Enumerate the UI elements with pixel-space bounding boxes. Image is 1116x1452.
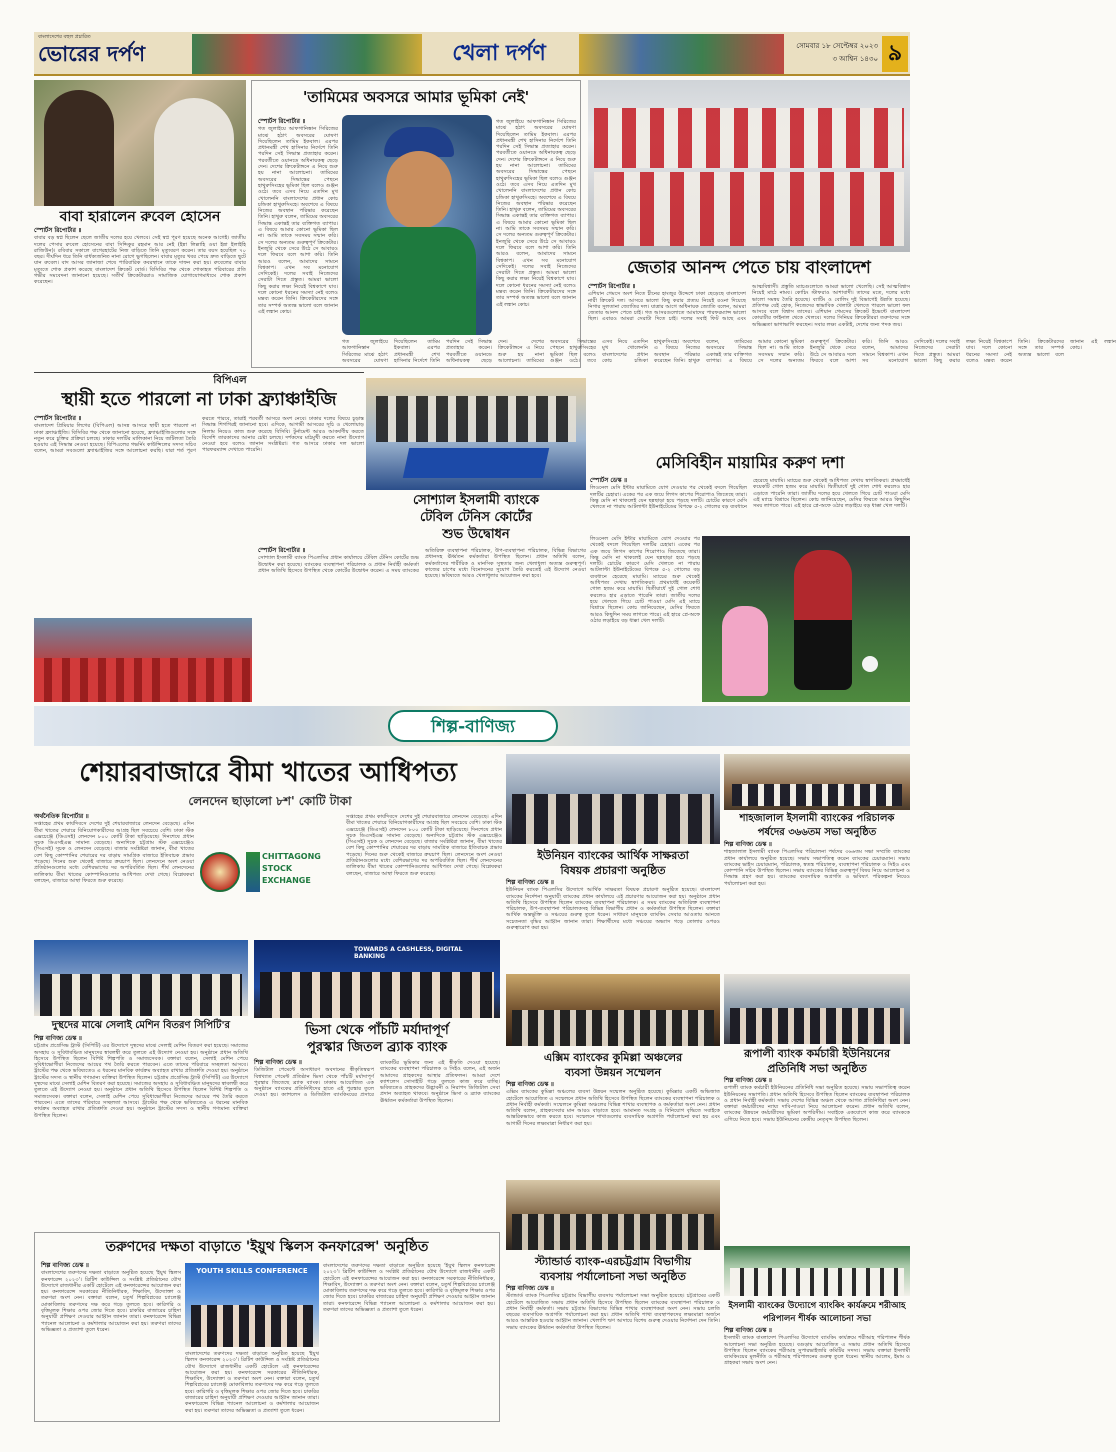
miami-match-photo [702,536,910,702]
shahjalal-text: শাহজালাল ইসলামী ব্যাংক পিএলসির পরিচালনা পর্ষদের ৩৬৬তম সভা সম্প্রতি ব্যাংকের প্রধান কার্যালয়ে অনুষ্ঠিত হয়েছে। সভায় সভাপতিত্ব করেন ব্যাংকের চেয়ারম্যান। সভায় ব্যাংকের ভাইস চেয়ারম্যান, পরিচালক, স্বতন্ত্র পরিচালক, ব্যবস্থাপনা পরিচালক ও সিইও এবং কোম্পানি সচিব উপস্থিত ছিলেন। সভায় ব্যাংকের বিভিন্ন গুরুত্বপূর্ণ বিষয় নিয়ে আলোচনা ও সিদ্ধান্ত গ্রহণ করা হয়। ব্যাংকের ব্যবসায়িক অগ্রগতি ও ভবিষ্যৎ পরিকল্পনা নিয়েও পর্যালোচনা করা হয়। [724,849,910,887]
brac-award-photo [254,940,500,1018]
stock-body-right [346,814,502,938]
union-text: ইউনিয়ন ব্যাংক পিএলসির উদ্যোগে আর্থিক সাক্ষরতা বিষয়ক প্রচারণা অনুষ্ঠিত হয়েছে। বাংলাদেশ ব্যাংকের নির্দেশনা অনুযায়ী ব্যাংকের প্রধান কার্যালয়ে এই প্রচারণার আয়োজন করা হয়। অনুষ্ঠানে প্রধান অতিথি হিসেবে উপস্থিত ছিলেন ব্যাংকের ব্যবস্থাপনা পরিচালক। এ সময় ব্যাংকের অতিরিক্ত ব্যবস্থাপনা পরিচালক, উপ-ব্যবস্থাপনা পরিচালকসহ বিভিন্ন বিভাগীয় প্রধান ও কর্মকর্তারা উপস্থিত ছিলেন। বক্তারা আর্থিক অন্তর্ভুক্তি ও সঞ্চয়ের গুরুত্ব তুলে ধরেন। সাধারণ মানুষকে ব্যাংকিং সেবার আওতায় আনতে সচেতনতা বৃদ্ধির আহ্বান জানান তারা। শিক্ষার্থীদের মধ্যে সঞ্চয়ের অভ্যাস গড়ে তোলার ওপরও গুরুত্বারোপ করা হয়। [506,887,720,932]
youth-text-2: বাংলাদেশের তরুণদের দক্ষতা বাড়াতে অনুষ্ঠিত হয়েছে 'ইয়ুথ স্কিলস কনফারেন্স ২০২৩'। ব্রিটিশ কাউন্সিল ও সংশ্লিষ্ট প্রতিষ্ঠানের যৌথ উদ্যোগে রাজধানীর একটি হোটেলে এই কনফারেন্সের আয়োজন করা হয়। কনফারেন্সে সরকারের নীতিনির্ধারক, শিক্ষাবিদ, উদ্যোক্তা ও তরুণরা অংশ নেন। বক্তারা বলেন, চতুর্থ শিল্পবিপ্লবের চ্যালেঞ্জ মোকাবিলায় তরুণদের দক্ষ করে গড়ে তুলতে হবে। কারিগরি ও বৃত্তিমূলক শিক্ষার ওপর জোর দিতে হবে। চাকরির বাজারের চাহিদা অনুযায়ী প্রশিক্ষণ দেওয়ার আহ্বান জানান তারা। কনফারেন্সে বিভিন্ন প্যানেল আলোচনা ও কর্মশালার আয়োজন করা হয়। তরুণরা তাদের অভিজ্ঞতা ও প্রত্যাশা তুলে ধরেন। [185,1351,319,1414]
shirt [360,227,476,335]
tamim-text-2: গত জুলাইয়ে আফগানিস্তান সিরিজের মাঝে হঠাৎ অবসরের ঘোষণা দিয়েছিলেন তামিম ইকবাল। এরপর প্রধানমন্ত্রী শেখ হাসিনার নির্দেশে তিনি পরদিন সেই সিদ্ধান্ত প্রত্যাহার করেন। পরবর্তীতে ওয়ানডে অধিনায়কত্ব ছেড়ে দেন। দেশের ক্রিকেটাঙ্গনে এ নিয়ে শুরু হয় নানা আলোচনা। তামিমের অবসরের সিদ্ধান্তের পেছনে হাথুরুসিংহের ভূমিকা ছিল বলেও গুঞ্জন ওঠে। তবে এসব নিয়ে এতদিন মুখ খোলেননি বাংলাদেশের প্রধান কোচ চন্ডিকা হাথুরুসিংহে। অবশেষে এ বিষয়ে নিজের অবস্থান পরিষ্কার করেছেন তিনি। হাথুরু বলেন, তামিমের অবসরের সিদ্ধান্ত একান্তই তার ব্যক্তিগত ব্যাপার। এ বিষয়ে আমার কোনো ভূমিকা ছিল না। আমি তাকে সবসময় সম্মান করি। সে দলের অন্যতম গুরুত্বপূর্ণ ক্রিকেটার। ইনজুরি থেকে সেরে উঠে সে আবারও দলে ফিরবে বলে আশা করি। তিনি আরও বলেন, আমাদের সামনে বিশ্বকাপ। এখন সব মনোযোগ সেদিকেই। দলের সবাই নিজেদের সেরাটা দিতে প্রস্তুত। আমরা ভালো কিছু করার লক্ষ্য নিয়েই বিশ্বকাপে যাব। দলে কোনো ধরনের সমস্যা নেই বলেও মন্তব্য করেন তিনি। ক্রিকেটারদের সঙ্গে তার সম্পর্ক অত্যন্ত ভালো বলে জানান এই লঙ্কান কোচ। [496,119,576,308]
rubel-figure [44,90,114,206]
father-figure [154,98,234,206]
ctg-text-2: চট্টগ্রাম প্রগ্রেসিভ ট্রাস্ট (সিপিটি) এর উদ্যোগে দুস্থদের মাঝে সেলাই মেশিন বিতরণ করা হয়েছে। সমাজের অসহায় ও সুবিধাবঞ্চিত মানুষদের স্বাবলম্বী করে তুলতে এই উদ্যোগ নেওয়া হয়। অনুষ্ঠানে প্রধান অতিথি হিসেবে উপস্থিত ছিলেন বিশিষ্ট শিল্পপতি ও সমাজসেবক। বক্তারা বলেন, সেলাই মেশিন পেয়ে সুবিধাভোগীরা নিজেদের আয়ের পথ তৈরি করতে পারবেন। এতে তাদের পরিবারে সচ্ছলতা আসবে। ট্রাস্টের পক্ষ থেকে ভবিষ্যতেও এ ধরনের মানবিক কার্যক্রম অব্যাহত রাখার প্রতিশ্রুতি দেওয়া হয়। অনুষ্ঠানে ট্রাস্টের সদস্য ও স্থানীয় গণ্যমান্য ব্যক্তিরা উপস্থিত ছিলেন। [34,1074,248,1119]
board-table [732,784,902,806]
dse-logo [200,852,240,892]
islami-headline-1: ইসলামী ব্যাংকের উদ্যোগে ব্যাংকিং কার্যক্রমে শরীআহ [728,1301,906,1311]
tt-body [258,548,586,702]
miami-body-left [590,536,700,702]
stock-text-2: সপ্তাহের প্রথম কার্যদিবসে দেশের দুই শেয়ারবাজারে লেনদেন বেড়েছে। এদিন বীমা খাতের শেয়ারে বিনিয়োগকারীদের আগ্রহ ছিল সবচেয়ে বেশি। ঢাকা স্টক এক্সচেঞ্জে (ডিএসই) লেনদেন ৮০০ কোটি টাকা ছাড়িয়েছে। দিনশেষে প্রধান সূচক ডিএসইএক্স সামান্য বেড়েছে। অন্যদিকে চট্টগ্রাম স্টক এক্সচেঞ্জেও (সিএসই) সূচক ও লেনদেন বেড়েছে। বাজার সংশ্লিষ্টরা জানান, বীমা খাতের বেশ কিছু কোম্পানির শেয়ারের দর বাড়ায় সামগ্রিক বাজারে ইতিবাচক প্রভাব পড়েছে। দিনের শুরু থেকেই বাজারে ক্রয়চাপ ছিল। লেনদেনে অংশ নেওয়া প্রতিষ্ঠানগুলোর মধ্যে বেশিরভাগের দর অপরিবর্তিত ছিল। শীর্ষ লেনদেনের তালিকায় বীমা খাতের কোম্পানিগুলোর আধিপত্য দেখা গেছে। বিশ্লেষকরা বলছেন, বাজারে আস্থা ফিরতে শুরু করেছে। [346,814,502,877]
bpl-kicker: বিপিএল [213,375,247,386]
rupali-headline-2: প্রতিনিধি সভা অনুষ্ঠিত [767,1062,867,1075]
women-body [588,284,910,384]
union-body [506,880,720,970]
exim-conference-photo [506,974,720,1046]
tamim-text-1: গত জুলাইয়ে আফগানিস্তান সিরিজের মাঝে হঠাৎ অবসরের ঘোষণা দিয়েছিলেন তামিম ইকবাল। এরপর প্রধানমন্ত্রী শেখ হাসিনার নির্দেশে তিনি পরদিন সেই সিদ্ধান্ত প্রত্যাহার করেন। পরবর্তীতে ওয়ানডে অধিনায়কত্ব ছেড়ে দেন। দেশের ক্রিকেটাঙ্গনে এ নিয়ে শুরু হয় নানা আলোচনা। তামিমের অবসরের সিদ্ধান্তের পেছনে হাথুরুসিংহের ভূমিকা ছিল বলেও গুঞ্জন ওঠে। তবে এসব নিয়ে এতদিন মুখ খোলেননি বাংলাদেশের প্রধান কোচ চন্ডিকা হাথুরুসিংহে। অবশেষে এ বিষয়ে নিজের অবস্থান পরিষ্কার করেছেন তিনি। হাথুরু বলেন, তামিমের অবসরের সিদ্ধান্ত একান্তই তার ব্যক্তিগত ব্যাপার। এ বিষয়ে আমার কোনো ভূমিকা ছিল না। আমি তাকে সবসময় সম্মান করি। সে দলের অন্যতম গুরুত্বপূর্ণ ক্রিকেটার। ইনজুরি থেকে সেরে উঠে সে আবারও দলে ফিরবে বলে আশা করি। তিনি আরও বলেন, আমাদের সামনে বিশ্বকাপ। এখন সব মনোযোগ সেদিকেই। দলের সবাই নিজেদের সেরাটা দিতে প্রস্তুত। আমরা ভালো কিছু করার লক্ষ্য নিয়েই বিশ্বকাপে যাব। দলে কোনো ধরনের সমস্যা নেই বলেও মন্তব্য করেন তিনি। ক্রিকেটারদের সঙ্গে তার সম্পর্ক অত্যন্ত ভালো বলে জানান এই লঙ্কান কোচ। [258,126,338,315]
ctg-text: চট্টগ্রাম প্রগ্রেসিভ ট্রাস্ট (সিপিটি) এর উদ্যোগে দুস্থদের মাঝে সেলাই মেশিন বিতরণ করা হয়েছে। সমাজের অসহায় ও সুবিধাবঞ্চিত মানুষদের স্বাবলম্বী করে তুলতে এই উদ্যোগ নেওয়া হয়। অনুষ্ঠানে প্রধান অতিথি হিসেবে উপস্থিত ছিলেন বিশিষ্ট শিল্পপতি ও সমাজসেবক। বক্তারা বলেন, সেলাই মেশিন পেয়ে সুবিধাভোগীরা নিজেদের আয়ের পথ তৈরি করতে পারবেন। এতে তাদের পরিবারে সচ্ছলতা আসবে। ট্রাস্টের পক্ষ থেকে ভবিষ্যতেও এ ধরনের মানবিক কার্যক্রম অব্যাহত রাখার প্রতিশ্রুতি দেওয়া হয়। অনুষ্ঠানে ট্রাস্টের সদস্য ও স্থানীয় গণ্যমান্য ব্যক্তিরা উপস্থিত ছিলেন। [34,1043,248,1081]
women-text: এশিয়ান গেমসে অংশ নিতে চীনের হাংজুর উদ্দেশে ঢাকা ছেড়েছে বাংলাদেশ নারী ক্রিকেট দল। আসরে ভালো কিছু করার প্রত্যয় নিয়েই রওনা দিয়েছে নিগার সুলতানা জ্যোতির দল। যাত্রার আগে অধিনায়ক জ্যোতি বলেন, আমরা জেতার আনন্দ পেতে চাই। গত আসরগুলোতে আমাদের পারফরম্যান্স ভালো ছিল। এবারও আমরা সেরাটা দিতে চাই। দলের সবাই ফিট আছে এবং আত্মবিশ্বাসী। প্রস্তুতি ম্যাচগুলোতে আমরা ভালো খেলেছি। সেই আত্মবিশ্বাস নিয়েই মাঠে নামব। কোচিং স্টাফরাও আশাবাদী। তাদের মতে, দলের মধ্যে ভালো সমন্বয় তৈরি হয়েছে। ব্যাটিং ও বোলিং দুই বিভাগেই উন্নতি হয়েছে। প্রতিপক্ষ যেই হোক, নিজেদের স্বাভাবিক খেলাটা খেলতে পারলে ভালো ফল আসবে বলে বিশ্বাস তাদের। এশিয়ান গেমসের ক্রিকেট ইভেন্টে বাংলাদেশ কোয়ার্টার ফাইনাল থেকে খেলবে। দলের সিনিয়র ক্রিকেটাররা তরুণদের সঙ্গে অভিজ্ঞতা ভাগাভাগি করছেন। সবার লক্ষ্য একটাই, দেশের জন্য পদক জয়। [588,284,910,328]
youth-people [191,1305,313,1347]
bpl-reporter: স্পোর্টস রিপোর্টার ॥ [34,415,82,422]
women-reporter: স্পোর্টস রিপোর্টার ॥ [588,283,636,290]
stock-headline: শেয়ারবাজারে বীমা খাতের আধিপত্য [79,758,457,788]
exim-attendees [512,1010,714,1046]
youth-body-right [323,1263,495,1417]
youth-headline: তরুণদের দক্ষতা বাড়াতে 'ইয়ুথ স্কিলস কনফারেন্স' অনুষ্ঠিত [105,1239,429,1255]
exim-headline-2: ব্যবসা উন্নয়ন সম্মেলন [564,1066,662,1079]
standard-bank-photo [506,1180,720,1250]
rubel-photo [34,80,246,206]
exim-body [506,1082,720,1176]
union-bank-photo [506,754,720,844]
exim-headline-1: এক্সিম ব্যাংকের কুমিল্লা অঞ্চলের [543,1051,683,1064]
rupali-headline-1: রূপালী ব্যাংক কর্মচারী ইউনিয়নের [743,1047,891,1060]
miami-headline: মেসিবিহীন মায়ামির করুণ দশা [655,453,845,472]
union-headline-1: ইউনিয়ন ব্যাংকের আর্থিক সাক্ষরতা [537,849,689,862]
cse-logo-text-2: STOCK [262,864,293,873]
cse-logo-icon [246,852,260,892]
standard-attendees [512,1214,714,1250]
islami-text: ইসলামী ব্যাংক বাংলাদেশ পিএলসির উদ্যোগে ব্যাংকিং কার্যক্রমে শরীআহ পরিপালন শীর্ষক আলোচনা সভা অনুষ্ঠিত হয়েছে। বগুড়ায় আয়োজিত এ সভায় প্রধান অতিথি হিসেবে উপস্থিত ছিলেন ব্যাংকের শরীআহ সুপারভাইজরি কমিটির সদস্য। সভায় বক্তারা ইসলামী ব্যাংকিংয়ের মূলনীতি ও শরীআহ পরিপালনের গুরুত্ব তুলে ধরেন। স্থানীয় আলেম, ইমাম ও গ্রাহকরা সভায় অংশ নেন। [724,1335,910,1367]
cpt-event-photo [34,940,248,1016]
newspaper-logo [38,34,188,74]
standard-headline-1: স্ট্যান্ডার্ড ব্যাংক-এরচট্টগ্রাম বিভাগীয় [535,1255,691,1268]
ctg-reporter: শিল্প বাণিজ্য ডেস্ক ॥ [34,1035,82,1042]
tamim-body-bottom [342,339,1116,365]
exim-text: এক্সিম ব্যাংকের কুমিল্লা অঞ্চলের ব্যবসা উন্নয়ন সম্মেলন অনুষ্ঠিত হয়েছে। কুমিল্লার একটি অভিজাত হোটেলে আয়োজিত এ সম্মেলনে প্রধান অতিথি হিসেবে উপস্থিত ছিলেন ব্যাংকের ব্যবস্থাপনা পরিচালক ও প্রধান নির্বাহী কর্মকর্তা। সম্মেলনে কুমিল্লা অঞ্চলের বিভিন্ন শাখার ব্যবস্থাপক ও কর্মকর্তারা অংশ নেন। প্রধান অতিথি বলেন, গ্রাহকসেবার মান আরও বাড়াতে হবে। আমানত সংগ্রহ ও বিনিয়োগ বৃদ্ধিতে সবাইকে আন্তরিকভাবে কাজ করতে হবে। সম্মেলনে শাখাগুলোর ব্যবসায়িক অগ্রগতি পর্যালোচনা করা হয় এবং আগামী দিনের লক্ষ্যমাত্রা নির্ধারণ করা হয়। [506,1089,720,1127]
tt-reporter: স্পোর্টস রিপোর্টার ॥ [258,547,306,554]
table-tennis-table [403,448,549,478]
youth-conference-photo [185,1263,319,1347]
business-banner-title: শিল্প-বাণিজ্য [388,710,558,742]
tamim-body-left [258,119,338,365]
youth-text-3: বাংলাদেশের তরুণদের দক্ষতা বাড়াতে অনুষ্ঠিত হয়েছে 'ইয়ুথ স্কিলস কনফারেন্স ২০২৩'। ব্রিটিশ কাউন্সিল ও সংশ্লিষ্ট প্রতিষ্ঠানের যৌথ উদ্যোগে রাজধানীর একটি হোটেলে এই কনফারেন্সের আয়োজন করা হয়। কনফারেন্সে সরকারের নীতিনির্ধারক, শিক্ষাবিদ, উদ্যোক্তা ও তরুণরা অংশ নেন। বক্তারা বলেন, চতুর্থ শিল্পবিপ্লবের চ্যালেঞ্জ মোকাবিলায় তরুণদের দক্ষ করে গড়ে তুলতে হবে। কারিগরি ও বৃত্তিমূলক শিক্ষার ওপর জোর দিতে হবে। চাকরির বাজারের চাহিদা অনুযায়ী প্রশিক্ষণ দেওয়ার আহ্বান জানান তারা। কনফারেন্সে বিভিন্ন প্যানেল আলোচনা ও কর্মশালার আয়োজন করা হয়। তরুণরা তাদের অভিজ্ঞতা ও প্রত্যাশা তুলে ধরেন। [323,1263,495,1314]
player-atlanta [794,550,852,690]
meeting-people [512,794,714,844]
tamim-reporter: স্পোর্টস রিপোর্টার ॥ [258,118,306,125]
brac-body [254,1060,500,1224]
cse-logo-text-3: EXCHANGE [262,876,311,885]
youth-reporter: শিল্প বাণিজ্য ডেস্ক ॥ [41,1262,89,1269]
miami-text-2: লিওনেল মেসি ইন্টার মায়ামিতে যোগ দেওয়ার পর থেকেই বদলে গিয়েছিল দলটির চেহারা। একের পর এক জয়ে লিগস কাপের শিরোপাও জিতেছে তারা। কিন্তু মেসি না থাকলেই যেন ছন্নছাড়া হয়ে পড়ছে দলটি। চোটের কারণে মেসি খেলতে না পারায় আটলান্টা ইউনাইটেডের বিপক্ষে ৫-২ গোলের বড় ব্যবধানে হেরেছে মায়ামি। ম্যাচের শুরু থেকেই আধিপত্য দেখায় স্বাগতিকরা। প্রথমার্ধেই কয়েকটি গোল হজম করে মায়ামি। দ্বিতীয়ার্ধে দুই গোল শোধ করলেও হার এড়াতে পারেনি তারা। জাতীয় দলের হয়ে খেলতে গিয়ে চোট পাওয়া মেসি এই ম্যাচে বিশ্রামে ছিলেন। কোচ জানিয়েছেন, মেসির ফিরতে আরও কিছুদিন সময় লাগতে পারে। এই হারে প্লে-অফে ওঠার লড়াইয়ে বড় ধাক্কা খেল দলটি। [590,536,700,624]
date-line-1: সোমবার ১৮ সেপ্টেম্বর ২০২৩ [796,42,878,50]
football-ball [862,656,878,672]
ctg-headline: দুস্থদের মাঝে সেলাই মেশিন বিতরণ সিপিটি'র [51,1020,231,1031]
shahjalal-body [724,842,910,970]
logo-name: ভোরের দর্পণ [38,41,146,66]
date-line-2: ৩ আশ্বিন ১৪৩০ [832,55,878,63]
miami-text: লিওনেল মেসি ইন্টার মায়ামিতে যোগ দেওয়ার পর থেকেই বদলে গিয়েছিল দলটির চেহারা। একের পর এক জয়ে লিগস কাপের শিরোপাও জিতেছে তারা। কিন্তু মেসি না থাকলেই যেন ছন্নছাড়া হয়ে পড়ছে দলটি। চোটের কারণে মেসি খেলতে না পারায় আটলান্টা ইউনাইটেডের বিপক্ষে ৫-২ গোলের বড় ব্যবধানে হেরেছে মায়ামি। ম্যাচের শুরু থেকেই আধিপত্য দেখায় স্বাগতিকরা। প্রথমার্ধেই কয়েকটি গোল হজম করে মায়ামি। দ্বিতীয়ার্ধে দুই গোল শোধ করলেও হার এড়াতে পারেনি তারা। জাতীয় দলের হয়ে খেলতে গিয়ে চোট পাওয়া মেসি এই ম্যাচে বিশ্রামে ছিলেন। কোচ জানিয়েছেন, মেসির ফিরতে আরও কিছুদিন সময় লাগতে পারে। এই হারে প্লে-অফে ওঠার লড়াইয়ে বড় ধাক্কা খেল দলটি। [590,478,910,511]
youth-body-left [41,1263,181,1417]
rupali-attendees [730,1008,904,1044]
brac-reporter: শিল্প বাণিজ্য ডেস্ক ॥ [254,1059,302,1066]
standard-reporter: শিল্প বাণিজ্য ডেস্ক ॥ [506,1285,554,1292]
player-miami [722,606,768,696]
bpl-text: বাংলাদেশ প্রিমিয়ার লিগের (বিপিএল) আসন্ন আসরে স্থায়ী হতে পারলো না ঢাকা ফ্র্যাঞ্চাইজি। বিসিবির পক্ষ থেকে জানানো হয়েছে, ফ্র্যাঞ্চাইজিগুলোর সঙ্গে নতুন করে চুক্তির প্রক্রিয়া চলছে। ঢাকার দলটির মালিকানা নিয়ে জটিলতা তৈরি হওয়ায় এই সিদ্ধান্ত নেওয়া হয়েছে। বিপিএলের গভর্নিং কাউন্সিলের সদস্য সচিব বলেন, আমরা সবগুলো ফ্র্যাঞ্চাইজির সঙ্গে আলোচনা করছি। যারা শর্ত পূরণ করতে পারবে, তারাই পরবর্তী আসরে অংশ নেবে। ঢাকার দলের বিষয়ে চূড়ান্ত সিদ্ধান্ত শিগগিরই জানানো হবে। এদিকে, আগামী আসরের সূচি ও খেলোয়াড় নিলাম নিয়েও কাজ শুরু করেছে বিসিবি। টুর্নামেন্ট আরও আকর্ষণীয় করতে বিদেশি তারকাদের আনার চেষ্টা চলছে। দর্শকদের মাঠমুখী করতে নানা উদ্যোগ নেওয়া হবে বলেও জানান সংশ্লিষ্টরা। গত আসরে ঢাকার দল ভালো পারফরম্যান্স দেখাতে পারেনি। [34,416,364,455]
cse-logo-text-1: CHITTAGONG [262,852,321,861]
tamim-headline: 'তামিমের অবসরে আমার ভূমিকা নেই' [302,88,530,106]
standard-text: স্ট্যান্ডার্ড ব্যাংক পিএলসির চট্টগ্রাম বিভাগীয় ব্যবসায় পর্যালোচনা সভা অনুষ্ঠিত হয়েছে। চট্টগ্রামের একটি হোটেলে আয়োজিত সভায় প্রধান অতিথি হিসেবে উপস্থিত ছিলেন ব্যাংকের ব্যবস্থাপনা পরিচালক ও প্রধান নির্বাহী কর্মকর্তা। সভায় চট্টগ্রাম বিভাগের বিভিন্ন শাখার ব্যবস্থাপকরা অংশ নেন। সভায় চলতি বছরের ব্যবসায়িক অগ্রগতি পর্যালোচনা করা হয়। প্রধান অতিথি শাখা ব্যবস্থাপকদের লক্ষ্যমাত্রা অর্জনে আরও আন্তরিক হওয়ার আহ্বান জানান। খেলাপি ঋণ আদায়ে বিশেষ গুরুত্ব দেওয়ার নির্দেশনা দেন তিনি। সভায় ব্যাংকের ঊর্ধ্বতন কর্মকর্তারা উপস্থিত ছিলেন। [506,1293,720,1331]
shahjalal-headline-2: পর্ষদের ৩৬৬তম সভা অনুষ্ঠিত [757,827,877,838]
shahjalal-reporter: শিল্প বাণিজ্য ডেস্ক ॥ [724,841,772,848]
youth-banner-text: YOUTH SKILLS CONFERENCE [196,1267,308,1275]
award-people [260,972,494,1018]
women-team-photo [588,80,910,252]
miami-reporter: স্পোর্টস ডেস্ক ॥ [590,477,628,484]
bpl-headline: স্থায়ী হতে পারলো না ঢাকা ফ্র্যাঞ্চাইজি [61,389,337,410]
header-sports-banner-left [192,34,422,74]
youth-text: বাংলাদেশের তরুণদের দক্ষতা বাড়াতে অনুষ্ঠিত হয়েছে 'ইয়ুথ স্কিলস কনফারেন্স ২০২৩'। ব্রিটিশ কাউন্সিল ও সংশ্লিষ্ট প্রতিষ্ঠানের যৌথ উদ্যোগে রাজধানীর একটি হোটেলে এই কনফারেন্সের আয়োজন করা হয়। কনফারেন্সে সরকারের নীতিনির্ধারক, শিক্ষাবিদ, উদ্যোক্তা ও তরুণরা অংশ নেন। বক্তারা বলেন, চতুর্থ শিল্পবিপ্লবের চ্যালেঞ্জ মোকাবিলায় তরুণদের দক্ষ করে গড়ে তুলতে হবে। কারিগরি ও বৃত্তিমূলক শিক্ষার ওপর জোর দিতে হবে। চাকরির বাজারের চাহিদা অনুযায়ী প্রশিক্ষণ দেওয়ার আহ্বান জানান তারা। কনফারেন্সে বিভিন্ন প্যানেল আলোচনা ও কর্মশালার আয়োজন করা হয়। তরুণরা তাদের অভিজ্ঞতা ও প্রত্যাশা তুলে ধরেন। [41,1270,181,1333]
islami-attendees [730,1268,904,1296]
women-headline: জেতার আনন্দ পেতে চায় বাংলাদেশ [627,258,871,278]
stock-text: সপ্তাহের প্রথম কার্যদিবসে দেশের দুই শেয়ারবাজারে লেনদেন বেড়েছে। এদিন বীমা খাতের শেয়ারে বিনিয়োগকারীদের আগ্রহ ছিল সবচেয়ে বেশি। ঢাকা স্টক এক্সচেঞ্জে (ডিএসই) লেনদেন ৮০০ কোটি টাকা ছাড়িয়েছে। দিনশেষে প্রধান সূচক ডিএসইএক্স সামান্য বেড়েছে। অন্যদিকে চট্টগ্রাম স্টক এক্সচেঞ্জেও (সিএসই) সূচক ও লেনদেন বেড়েছে। বাজার সংশ্লিষ্টরা জানান, বীমা খাতের বেশ কিছু কোম্পানির শেয়ারের দর বাড়ায় সামগ্রিক বাজারে ইতিবাচক প্রভাব পড়েছে। দিনের শুরু থেকেই বাজারে ক্রয়চাপ ছিল। লেনদেনে অংশ নেওয়া প্রতিষ্ঠানগুলোর মধ্যে বেশিরভাগের দর অপরিবর্তিত ছিল। শীর্ষ লেনদেনের তালিকায় বীমা খাতের কোম্পানিগুলোর আধিপত্য দেখা গেছে। বিশ্লেষকরা বলছেন, বাজারে আস্থা ফিরতে শুরু করেছে। [34,821,194,884]
face [386,151,452,229]
table-tennis-photo [366,378,586,490]
tt-text: সোশ্যাল ইসলামী ব্যাংক পিএলসির প্রধান কার্যালয়ে টেবিল টেনিস কোর্টের শুভ উদ্বোধন করা হয়েছে। ব্যাংকের ব্যবস্থাপনা পরিচালক ও প্রধান নির্বাহী কর্মকর্তা প্রধান অতিথি হিসেবে উপস্থিত থেকে কোর্টের উদ্বোধন করেন। এ সময় ব্যাংকের অতিরিক্ত ব্যবস্থাপনা পরিচালক, উপ-ব্যবস্থাপনা পরিচালক, বিভিন্ন বিভাগের প্রধানসহ ঊর্ধ্বতন কর্মকর্তারা উপস্থিত ছিলেন। প্রধান অতিথি বলেন, কর্মকর্তাদের শারীরিক ও মানসিক সুস্থতার জন্য খেলাধুলা অত্যন্ত গুরুত্বপূর্ণ। কাজের চাপের মধ্যে বিনোদনের সুযোগ তৈরি করতেই এই উদ্যোগ নেওয়া হয়েছে। ভবিষ্যতে আরও খেলাধুলার আয়োজন করা হবে। [258,548,586,580]
youth-body-mid [185,1351,319,1417]
page-number: ৯ [882,36,908,72]
brac-banner-text: TOWARDS A CASHLESS, DIGITAL BANKING [354,946,463,960]
shahjalal-photo [724,754,910,810]
hathurusingha-photo [342,115,492,335]
ctg-body [34,1036,248,1224]
tamim-text-3: গত জুলাইয়ে আফগানিস্তান সিরিজের মাঝে হঠাৎ অবসরের ঘোষণা দিয়েছিলেন তামিম ইকবাল। এরপর প্রধানমন্ত্রী শেখ হাসিনার নির্দেশে তিনি পরদিন সেই সিদ্ধান্ত প্রত্যাহার করেন। পরবর্তীতে ওয়ানডে অধিনায়কত্ব ছেড়ে দেন। দেশের ক্রিকেটাঙ্গনে এ নিয়ে শুরু হয় নানা আলোচনা। তামিমের অবসরের সিদ্ধান্তের পেছনে হাথুরুসিংহের ভূমিকা ছিল বলেও গুঞ্জন ওঠে। তবে এসব নিয়ে এতদিন মুখ খোলেননি বাংলাদেশের প্রধান কোচ চন্ডিকা হাথুরুসিংহে। অবশেষে এ বিষয়ে নিজের অবস্থান পরিষ্কার করেছেন তিনি। হাথুরু বলেন, তামিমের অবসরের সিদ্ধান্ত একান্তই তার ব্যক্তিগত ব্যাপার। এ বিষয়ে আমার কোনো ভূমিকা ছিল না। আমি তাকে সবসময় সম্মান করি। সে দলের অন্যতম গুরুত্বপূর্ণ ক্রিকেটার। ইনজুরি থেকে সেরে উঠে সে আবারও দলে ফিরবে বলে আশা করি। তিনি আরও বলেন, আমাদের সামনে বিশ্বকাপ। এখন সব মনোযোগ সেদিকেই। দলের সবাই নিজেদের সেরাটা দিতে প্রস্তুত। আমরা ভালো কিছু করার লক্ষ্য নিয়েই বিশ্বকাপে যাব। দলে কোনো ধরনের সমস্যা নেই বলেও মন্তব্য করেন তিনি। ক্রিকেটারদের সঙ্গে তার সম্পর্ক অত্যন্ত ভালো বলে জানান এই লঙ্কান কোচ। [342,339,1116,364]
cpt-stage-people [40,974,242,1016]
rupali-body [724,1078,910,1240]
header-sports-banner-right [579,34,784,74]
rubel-text: বাবার বড় স্বপ্ন ছিলেন ছেলে জাতীয় দলের হয়ে খেলবে। সেই স্বপ্ন পূরণ হয়েছে অনেক আগেই। জাতীয় দলের পেসার রুবেল হোসেনের বাবা সিদ্দিকুর রহমান আর নেই (ইন্না লিল্লাহি ওয়া ইন্না ইলাইহি রাজিউন)। রবিবার সকালে বাগেরহাটের নিজ বাড়িতে তিনি মৃত্যুবরণ করেন। তার বয়স হয়েছিল ৭০ বছর। দীর্ঘদিন ধরে তিনি বার্ধক্যজনিত নানা রোগে ভুগছিলেন। বাবার মৃত্যুর খবর পেয়ে দ্রুত বাড়িতে ছুটে যান রুবেল। বাদ আসর জানাজা শেষে পারিবারিক কবরস্থানে তাকে দাফন করা হয়। রুবেলের বাবার মৃত্যুতে শোক প্রকাশ করেছে বাংলাদেশ ক্রিকেট বোর্ড। বিসিবির পক্ষ থেকে শোকাহত পরিবারের প্রতি গভীর সমবেদনা জানানো হয়েছে। সতীর্থ ক্রিকেটাররাও সামাজিক যোগাযোগমাধ্যমে শোক প্রকাশ করেছেন। [34,235,246,286]
business-section-banner [34,706,910,746]
exim-reporter: শিল্প বাণিজ্য ডেস্ক ॥ [506,1081,554,1088]
standard-body [506,1286,720,1422]
miami-body [590,478,910,532]
divider [34,372,364,373]
rubel-reporter: স্পোর্টস রিপোর্টার ॥ [34,227,82,234]
section-title: খেলা দর্পণ [452,41,546,66]
union-headline-2: বিষয়ক প্রচারণা অনুষ্ঠিত [560,864,666,877]
brac-headline-2: পুরস্কার জিতল ব্র্যাক ব্যাংক [307,1040,447,1055]
stock-reporter: অর্থনৈতিক রিপোর্টার ॥ [34,813,89,820]
rupali-reporter: শিল্প বাণিজ্য ডেস্ক ॥ [724,1077,772,1084]
shahjalal-headline-1: শাহজালাল ইসলামী ব্যাংকের পরিচালক [739,813,895,824]
tamim-body-right [496,119,576,365]
team-row-front [594,172,904,246]
islami-headline-2: পরিপালন শীর্ষক আলোচনা সভা [762,1314,872,1324]
brac-text: ডিজিটাল পেমেন্টে অসাধারণ অবদানের স্বীকৃতিস্বরূপ বিশ্বখ্যাত পেমেন্ট প্রতিষ্ঠান ভিসা থেকে পাঁচটি মর্যাদাপূর্ণ পুরস্কার জিতেছে ব্র্যাক ব্যাংক। ঢাকায় আয়োজিত এক অনুষ্ঠানে ব্যাংকের প্রতিনিধিদের হাতে এই পুরস্কার তুলে দেওয়া হয়। ক্যাশলেস ও ডিজিটাল ব্যাংকিংয়ের প্রসারে ব্যাংকটির ভূমিকার জন্য এই স্বীকৃতি দেওয়া হয়েছে। ব্যাংকের ব্যবস্থাপনা পরিচালক ও সিইও বলেন, এই অর্জন আমাদের গ্রাহকদের আস্থার প্রতিফলন। আমরা দেশে ক্যাশলেস সোসাইটি গড়ে তুলতে কাজ করে যাচ্ছি। ভবিষ্যতেও গ্রাহকদের উদ্ভাবনী ও নিরাপদ ডিজিটাল সেবা প্রদান অব্যাহত থাকবে। অনুষ্ঠানে ভিসা ও ব্র্যাক ব্যাংকের ঊর্ধ্বতন কর্মকর্তারা উপস্থিত ছিলেন। [254,1060,500,1104]
tt-headline-2: টেবিল টেনিস কোর্টের [419,510,533,525]
rupali-text: রূপালী ব্যাংক কর্মচারী ইউনিয়নের প্রতিনিধি সভা অনুষ্ঠিত হয়েছে। সভায় সভাপতিত্ব করেন ইউনিয়নের সভাপতি। প্রধান অতিথি হিসেবে উপস্থিত ছিলেন ব্যাংকের ব্যবস্থাপনা পরিচালক ও প্রধান নির্বাহী কর্মকর্তা। সভায় দেশের বিভিন্ন অঞ্চল থেকে আগত প্রতিনিধিরা অংশ নেন। বক্তারা কর্মচারীদের ন্যায্য দাবি-দাওয়া নিয়ে আলোচনা করেন। প্রধান অতিথি বলেন, ব্যাংকের উন্নয়নে কর্মচারীদের ভূমিকা অপরিসীম। সবাইকে একযোগে কাজ করে ব্যাংককে এগিয়ে নিতে হবে। সভায় ইউনিয়নের কেন্দ্রীয় নেতৃবৃন্দ উপস্থিত ছিলেন। [724,1085,910,1123]
guests-row [376,396,576,442]
tt-headline-1: সোশ্যাল ইসলামী ব্যাংকে [412,493,540,508]
islami-bank-photo [724,1246,910,1296]
logo-tagline: বাংলাদেশের বহুল প্রচারিত [38,34,91,40]
stock-subheadline: লেনদেন ছাড়ালো ৮শ' কোটি টাকা [188,794,352,808]
islami-reporter: শিল্প বাণিজ্য ডেস্ক ॥ [724,1327,772,1334]
masthead [34,32,910,76]
rupali-meeting-photo [724,974,910,1044]
brac-headline-1: ভিসা থেকে পাঁচটি মর্যাদাপূর্ণ [305,1023,449,1038]
bpl-team-photo [34,618,252,702]
trophy-crowd [34,658,252,702]
team-row-back [594,108,904,168]
stock-body-left [34,814,194,938]
islami-body [724,1328,910,1422]
youth-article [34,1232,500,1422]
tt-headline-3: শুভ উদ্বোধন [442,527,510,542]
rubel-headline: বাবা হারালেন রুবেল হোসেন [59,209,221,225]
rubel-body [34,228,246,366]
union-reporter: শিল্প বাণিজ্য ডেস্ক ॥ [506,879,554,886]
standard-headline-2: ব্যবসায় পর্যালোচনা সভা অনুষ্ঠিত [540,1270,686,1283]
